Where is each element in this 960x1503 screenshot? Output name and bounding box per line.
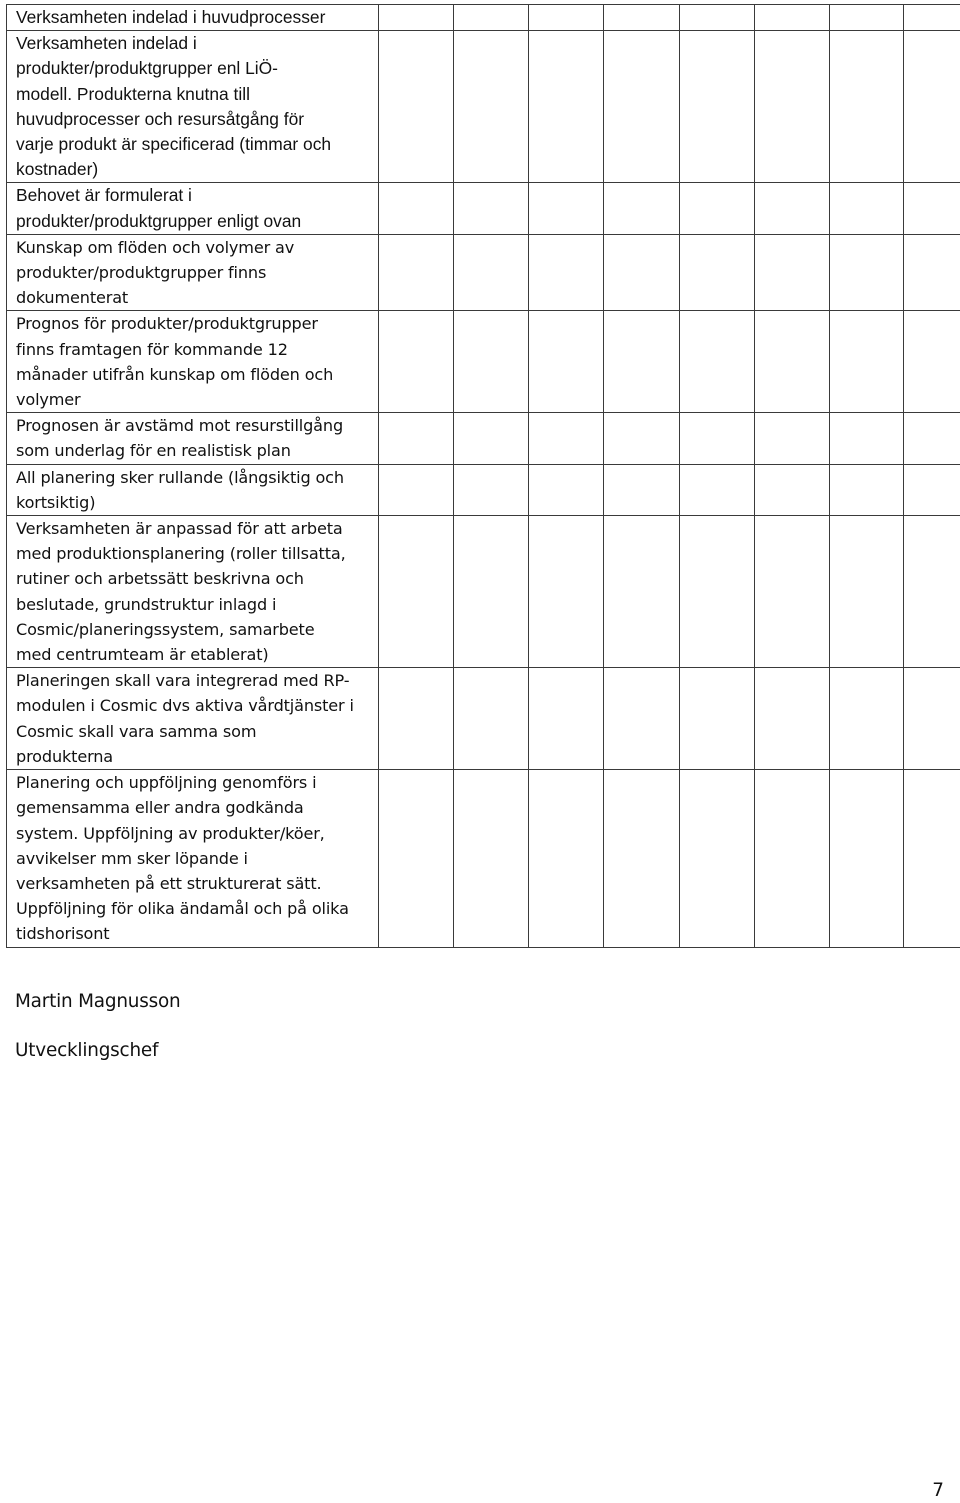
table-row [7,413,960,464]
assessment-cell[interactable] [379,5,454,31]
assessment-cell[interactable] [755,516,830,668]
assessment-cell[interactable] [529,770,604,947]
assessment-cell[interactable] [529,311,604,413]
assessment-cell[interactable] [680,770,755,947]
assessment-cell[interactable] [680,668,755,770]
assessment-cell[interactable] [379,234,454,311]
table-row [7,516,960,668]
assessment-cell[interactable] [379,770,454,947]
assessment-cell[interactable] [379,464,454,515]
criterion-text: Prognos för produkter/produktgrupper finns framtagen för kommande 12 månader utifrån kunskap om flöden och volymer [16,314,334,410]
assessment-cell[interactable] [830,5,904,31]
assessment-cell[interactable] [904,668,960,770]
assessment-cell[interactable] [830,668,904,770]
table-row [7,464,960,515]
assessment-cell[interactable] [604,234,680,311]
assessment-cell[interactable] [604,5,680,31]
assessment-cell[interactable] [755,770,830,947]
assessment-cell[interactable] [454,31,529,183]
assessment-cell[interactable] [379,668,454,770]
assessment-cell[interactable] [755,464,830,515]
assessment-cell[interactable] [680,311,755,413]
assessment-cell[interactable] [529,31,604,183]
assessment-cell[interactable] [830,464,904,515]
table-row [7,234,960,311]
assessment-cell[interactable] [904,311,960,413]
table-row [7,668,960,770]
criterion-cell [7,668,379,770]
signature-name: Martin Magnusson [15,991,181,1012]
assessment-cell[interactable] [529,234,604,311]
assessment-cell[interactable] [680,234,755,311]
page-number: 7 [932,1480,944,1501]
criterion-cell [7,5,379,31]
criterion-text: Verksamheten är anpassad för att arbeta med produktionsplanering (roller tillsatta, rutiner och arbetssätt beskrivna och beslutade, grundstruktur inlagd i Cosmic/planeringssystem, samarbete med centrumteam är etablerat) [16,519,346,665]
assessment-cell[interactable] [904,5,960,31]
assessment-cell[interactable] [454,183,529,234]
assessment-cell[interactable] [755,413,830,464]
assessment-cell[interactable] [680,183,755,234]
assessment-cell[interactable] [830,770,904,947]
assessment-cell[interactable] [680,5,755,31]
assessment-cell[interactable] [529,464,604,515]
assessment-cell[interactable] [680,464,755,515]
assessment-cell[interactable] [454,770,529,947]
assessment-cell[interactable] [379,516,454,668]
criterion-text: Behovet är formulerat i produkter/produktgrupper enligt ovan [16,185,302,231]
assessment-cell[interactable] [529,183,604,234]
assessment-cell[interactable] [755,311,830,413]
assessment-cell[interactable] [454,464,529,515]
assessment-cell[interactable] [830,413,904,464]
criterion-cell [7,311,379,413]
table-row [7,311,960,413]
assessment-cell[interactable] [680,413,755,464]
criterion-cell [7,770,379,947]
assessment-cell[interactable] [830,183,904,234]
assessment-cell[interactable] [454,413,529,464]
assessment-cell[interactable] [454,516,529,668]
assessment-cell[interactable] [680,516,755,668]
criterion-cell [7,31,379,183]
assessment-cell[interactable] [604,413,680,464]
assessment-cell[interactable] [379,183,454,234]
assessment-cell[interactable] [604,31,680,183]
criterion-text: Planeringen skall vara integrerad med RP- modulen i Cosmic dvs aktiva vårdtjänster i Cosmic skall vara samma som produkterna [16,671,354,766]
assessment-cell[interactable] [904,183,960,234]
assessment-cell[interactable] [604,183,680,234]
assessment-cell[interactable] [454,234,529,311]
criterion-cell [7,234,379,311]
assessment-cell[interactable] [904,31,960,183]
table-row [7,5,960,31]
assessment-cell[interactable] [529,516,604,668]
assessment-cell[interactable] [604,770,680,947]
assessment-cell[interactable] [454,668,529,770]
assessment-cell[interactable] [379,413,454,464]
assessment-cell[interactable] [755,5,830,31]
assessment-cell[interactable] [830,311,904,413]
assessment-cell[interactable] [755,183,830,234]
assessment-cell[interactable] [755,668,830,770]
assessment-cell[interactable] [379,31,454,183]
assessment-cell[interactable] [904,234,960,311]
signature-title: Utvecklingschef [15,1040,159,1061]
assessment-cell[interactable] [604,668,680,770]
criterion-cell [7,464,379,515]
criterion-text: Verksamheten indelad i huvudprocesser [16,7,326,27]
criterion-text: Planering och uppföljning genomförs i gemensamma eller andra godkända system. Uppföljning av produkter/köer, avvikelser mm sker löpande i verksamheten på ett strukturerat sätt. Uppföljning för olika ändamål och på olika tidshorisont [16,773,349,944]
assessment-cell[interactable] [904,413,960,464]
assessment-cell[interactable] [604,516,680,668]
assessment-cell[interactable] [830,31,904,183]
table-row [7,31,960,183]
assessment-cell[interactable] [604,464,680,515]
criterion-cell [7,183,379,234]
assessment-cell[interactable] [755,31,830,183]
criterion-text: Prognosen är avstämd mot resurstillgång som underlag för en realistisk plan [16,416,344,461]
criterion-cell [7,413,379,464]
checklist-table [6,4,960,948]
assessment-cell[interactable] [529,413,604,464]
criterion-text: Verksamheten indelad i produkter/produktgrupper enl LiÖ- modell. Produkterna knutna till huvudprocesser och resursåtgång för varje produkt är specificerad (timmar och kostnader) [16,33,332,180]
assessment-cell[interactable] [830,516,904,668]
assessment-cell[interactable] [830,234,904,311]
assessment-cell[interactable] [755,234,830,311]
assessment-cell[interactable] [904,516,960,668]
assessment-cell[interactable] [454,311,529,413]
assessment-cell[interactable] [904,770,960,947]
assessment-cell[interactable] [529,5,604,31]
criterion-cell [7,516,379,668]
assessment-cell[interactable] [904,464,960,515]
table-row [7,770,960,947]
table-row [7,183,960,234]
assessment-cell[interactable] [454,5,529,31]
criterion-text: All planering sker rullande (långsiktig och kortsiktig) [16,467,344,512]
assessment-cell[interactable] [680,31,755,183]
assessment-cell[interactable] [604,311,680,413]
assessment-cell[interactable] [529,668,604,770]
criterion-text: Kunskap om flöden och volymer av produkter/produktgrupper finns dokumenterat [16,237,295,308]
assessment-cell[interactable] [379,311,454,413]
